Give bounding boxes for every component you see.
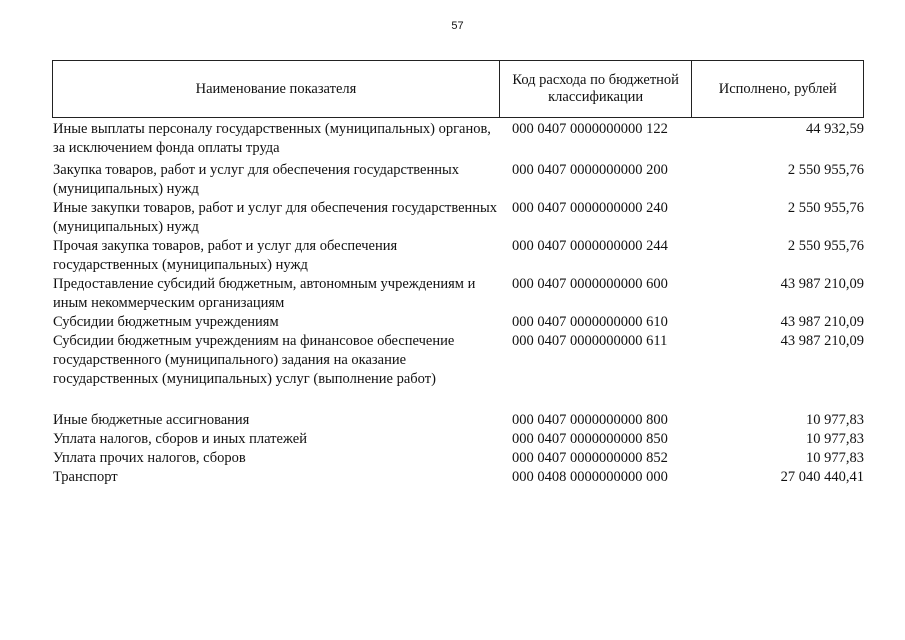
header-code: Код расхода по бюджетной классификации <box>499 61 692 117</box>
row-name: Прочая закупка товаров, работ и услуг для обеспечения государственных (муниципальных) нужд <box>53 238 398 273</box>
table-header <box>52 60 864 118</box>
table-row <box>52 120 864 158</box>
table-row <box>52 449 864 468</box>
row-amount: 27 040 440,41 <box>780 469 864 485</box>
row-code: 000 0407 0000000000 611 <box>512 333 668 349</box>
budget-table <box>52 60 864 487</box>
row-amount: 2 550 955,76 <box>787 162 864 178</box>
row-code: 000 0407 0000000000 850 <box>512 431 668 447</box>
header-name: Наименование показателя <box>195 80 357 97</box>
row-code: 000 0407 0000000000 800 <box>512 412 668 428</box>
row-code: 000 0407 0000000000 852 <box>512 450 668 466</box>
row-code: 000 0407 0000000000 610 <box>512 314 668 330</box>
table-row <box>52 199 864 237</box>
table-row <box>52 468 864 487</box>
header-amount: Исполнено, рублей <box>691 61 863 117</box>
row-name: Субсидии бюджетным учреждениям <box>53 314 279 330</box>
row-name: Субсидии бюджетным учреждениям на финансовое обеспечение государственного (муниципального) задания на оказание государственных (муниципальных) услуг (выполнение работ) <box>53 333 455 387</box>
row-amount: 44 932,59 <box>806 121 864 137</box>
table-body <box>52 120 864 487</box>
row-name: Уплата прочих налогов, сборов <box>53 450 246 466</box>
row-amount: 43 987 210,09 <box>780 314 864 330</box>
table-row <box>52 275 864 313</box>
table-row <box>52 411 864 430</box>
row-code: 000 0407 0000000000 244 <box>512 238 668 254</box>
table-row <box>52 161 864 199</box>
row-amount: 10 977,83 <box>806 412 864 428</box>
table-row <box>52 313 864 332</box>
row-amount: 10 977,83 <box>806 431 864 447</box>
row-amount: 43 987 210,09 <box>780 333 864 349</box>
row-name: Уплата налогов, сборов и иных платежей <box>53 431 307 447</box>
page-number: 57 <box>451 20 464 32</box>
row-amount: 2 550 955,76 <box>787 200 864 216</box>
row-amount: 43 987 210,09 <box>780 276 864 292</box>
row-name: Иные закупки товаров, работ и услуг для обеспечения государственных (муниципальных) нужд <box>53 200 498 235</box>
row-name: Иные выплаты персоналу государственных (муниципальных) органов, за исключением фонда оплаты труда <box>53 121 491 156</box>
row-code: 000 0408 0000000000 000 <box>512 469 668 485</box>
table-row <box>52 430 864 449</box>
row-amount: 2 550 955,76 <box>787 238 864 254</box>
row-name: Предоставление субсидий бюджетным, автономным учреждениям и иным некоммерческим организациям <box>53 276 476 311</box>
row-code: 000 0407 0000000000 122 <box>512 121 668 137</box>
table-row <box>52 332 864 389</box>
table-row <box>52 237 864 275</box>
row-name: Иные бюджетные ассигнования <box>53 412 250 428</box>
row-code: 000 0407 0000000000 200 <box>512 162 668 178</box>
row-code: 000 0407 0000000000 240 <box>512 200 668 216</box>
row-name: Транспорт <box>53 469 118 485</box>
row-code: 000 0407 0000000000 600 <box>512 276 668 292</box>
row-amount: 10 977,83 <box>806 450 864 466</box>
row-name: Закупка товаров, работ и услуг для обеспечения государственных (муниципальных) нужд <box>53 162 460 197</box>
